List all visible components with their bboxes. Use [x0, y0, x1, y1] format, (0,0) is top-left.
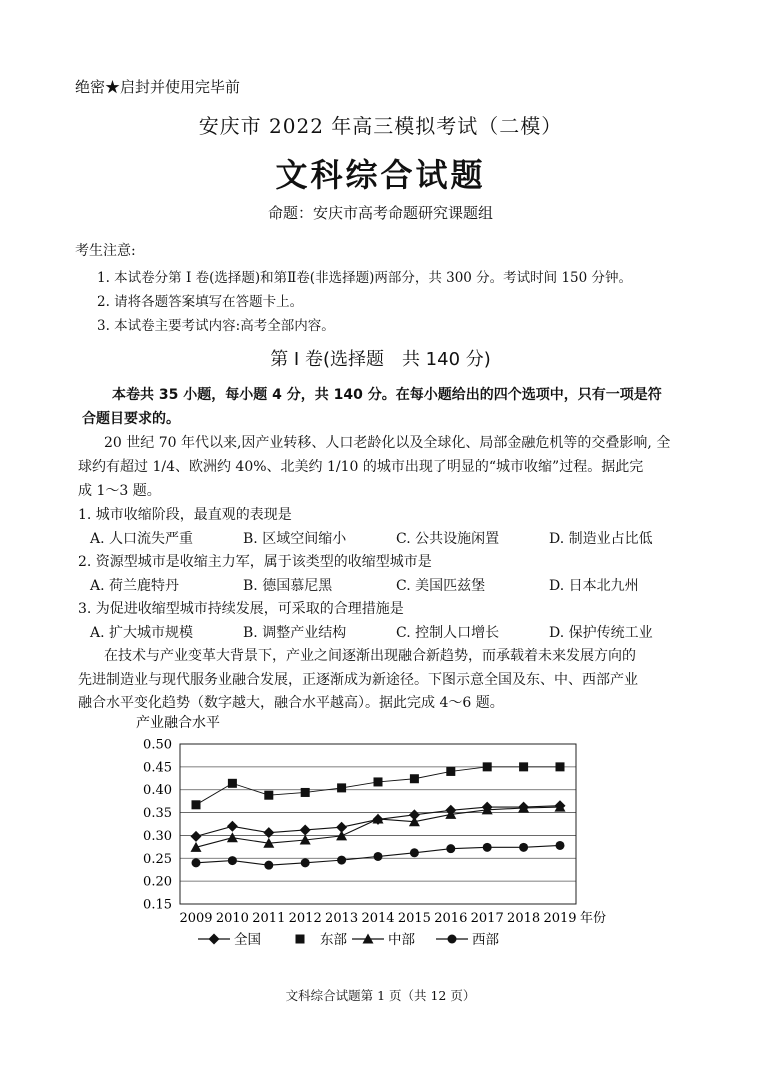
part-title: 第 Ⅰ 卷(选择题 共 140 分)	[270, 349, 491, 370]
question-2-option-b: B. 德国慕尼黑	[243, 578, 333, 594]
legend-marker-square	[296, 935, 305, 944]
data-point-circle	[228, 856, 237, 865]
confidential-mark: 绝密★启封并使用完毕前	[75, 78, 241, 96]
data-point-square	[410, 774, 419, 783]
question-2-stem: 2. 资源型城市是收缩主力军，属于该类型的收缩型城市是	[78, 554, 432, 570]
exam-title: 安庆市 2022 年高三模拟考试（二模）	[198, 114, 563, 138]
data-point-circle	[374, 852, 383, 861]
data-point-diamond	[227, 821, 238, 832]
data-point-circle	[519, 843, 528, 852]
data-point-diamond	[191, 831, 202, 842]
y-tick-label: 0.35	[143, 806, 172, 822]
data-point-square	[519, 762, 528, 771]
passage1-line-2: 球约有超过 1/4、欧洲约 40%、北美约 1/10 的城市出现了明显的“城市收缩”过程。据此完	[78, 459, 644, 475]
y-tick-label: 0.50	[143, 737, 172, 753]
passage1-line-3: 成 1～3 题。	[78, 483, 161, 499]
data-point-circle	[483, 843, 492, 852]
data-point-square	[446, 767, 455, 776]
question-3-option-d: D. 保护传统工业	[549, 625, 653, 641]
y-axis-label: 产业融合水平	[136, 715, 220, 731]
chart-series	[191, 762, 566, 869]
author-line: 命题：安庆市高考命题研究课题组	[267, 204, 493, 222]
x-tick-label: 2010	[215, 911, 249, 926]
x-tick-label: 2019	[543, 911, 577, 926]
notice-title: 考生注意:	[75, 243, 136, 259]
question-1-option-d: D. 制造业占比低	[549, 531, 653, 547]
y-tick-label: 0.20	[143, 874, 172, 890]
subject-title: 文科综合试题	[275, 156, 486, 194]
question-1-stem: 1. 城市收缩阶段，最直观的表现是	[78, 507, 292, 523]
x-tick-label: 2013	[325, 911, 359, 926]
question-2-option-c: C. 美国匹兹堡	[396, 578, 486, 594]
question-3-option-c: C. 控制人口增长	[396, 625, 500, 641]
x-tick-label: 2009	[179, 911, 213, 926]
data-point-circle	[556, 841, 565, 850]
data-point-circle	[446, 844, 455, 853]
y-tick-label: 0.15	[143, 897, 172, 913]
x-tick-label: 2012	[288, 911, 322, 926]
data-point-square	[192, 800, 201, 809]
x-tick-label: 2017	[470, 911, 504, 926]
x-tick-label: 2011	[252, 911, 286, 926]
legend-label: 东部	[320, 932, 347, 948]
question-1-option-c: C. 公共设施闲置	[396, 531, 500, 547]
data-point-square	[556, 762, 565, 771]
data-point-square	[337, 783, 346, 792]
data-point-square	[228, 779, 237, 788]
x-tick-label: 2014	[361, 911, 395, 926]
question-2-option-d: D. 日本北九州	[549, 578, 639, 594]
notice-item-1: 1. 本试卷分第 Ⅰ 卷(选择题)和第Ⅱ卷(非选择题)两部分，共 300 分。考试时间 150 分钟。	[97, 270, 633, 286]
passage1-line-1: 20 世纪 70 年代以来,因产业转移、人口老龄化以及全球化、局部金融危机等的交叠影响, 全	[104, 435, 671, 451]
question-3-option-a: A. 扩大城市规模	[90, 625, 194, 641]
part-intro-line-1: 本卷共 35 小题，每小题 4 分，共 140 分。在每小题给出的四个选项中，只有一项是符	[112, 387, 662, 403]
data-point-circle	[192, 858, 201, 867]
chart-legend	[198, 931, 499, 948]
passage2-line-2: 先进制造业与现代服务业融合发展，正逐渐成为新途径。下图示意全国及东、中、西部产业	[78, 672, 638, 688]
data-point-circle	[337, 856, 346, 865]
data-point-square	[483, 762, 492, 771]
passage2-line-1: 在技术与产业变革大背景下，产业之间逐渐出现融合新趋势，而承载着未来发展方向的	[104, 648, 636, 664]
passage2-line-3: 融合水平变化趋势（数字越大，融合水平越高）。据此完成 4～6 题。	[78, 695, 504, 711]
legend-marker-diamond	[209, 934, 220, 945]
question-3-option-b: B. 调整产业结构	[243, 625, 347, 641]
y-tick-label: 0.45	[143, 760, 172, 776]
chart-axes	[136, 714, 606, 926]
question-1-option-b: B. 区域空间缩小	[243, 531, 347, 547]
question-2-option-a: A. 荷兰鹿特丹	[90, 578, 180, 594]
data-point-circle	[301, 858, 310, 867]
part-intro-line-2: 合题目要求的。	[82, 411, 180, 427]
notice-item-3: 3. 本试卷主要考试内容:高考全部内容。	[97, 318, 335, 334]
x-tick-label: 2018	[507, 911, 541, 926]
data-point-square	[264, 791, 273, 800]
y-tick-label: 0.40	[143, 783, 172, 799]
data-point-circle	[264, 861, 273, 870]
y-tick-label: 0.30	[143, 828, 172, 844]
page-footer: 文科综合试题第 1 页（共 12 页）	[285, 988, 476, 1003]
data-point-circle	[410, 848, 419, 857]
legend-label: 西部	[472, 932, 499, 948]
legend-label: 中部	[388, 932, 415, 948]
x-axis-label: 年份	[580, 911, 607, 926]
question-1-option-a: A. 人口流失严重	[90, 531, 194, 547]
legend-marker-circle	[448, 935, 457, 944]
x-tick-label: 2016	[434, 911, 468, 926]
y-tick-label: 0.25	[143, 851, 172, 867]
legend-label: 全国	[234, 932, 261, 948]
notice-item-2: 2. 请将各题答案填写在答题卡上。	[97, 294, 304, 310]
data-point-square	[374, 777, 383, 786]
data-point-square	[301, 788, 310, 797]
data-point-diamond	[263, 827, 274, 838]
data-point-triangle	[227, 832, 238, 842]
data-point-diamond	[300, 824, 311, 835]
x-tick-label: 2015	[397, 911, 431, 926]
series-line-triangle	[196, 807, 560, 847]
question-3-stem: 3. 为促进收缩型城市持续发展，可采取的合理措施是	[78, 601, 404, 617]
